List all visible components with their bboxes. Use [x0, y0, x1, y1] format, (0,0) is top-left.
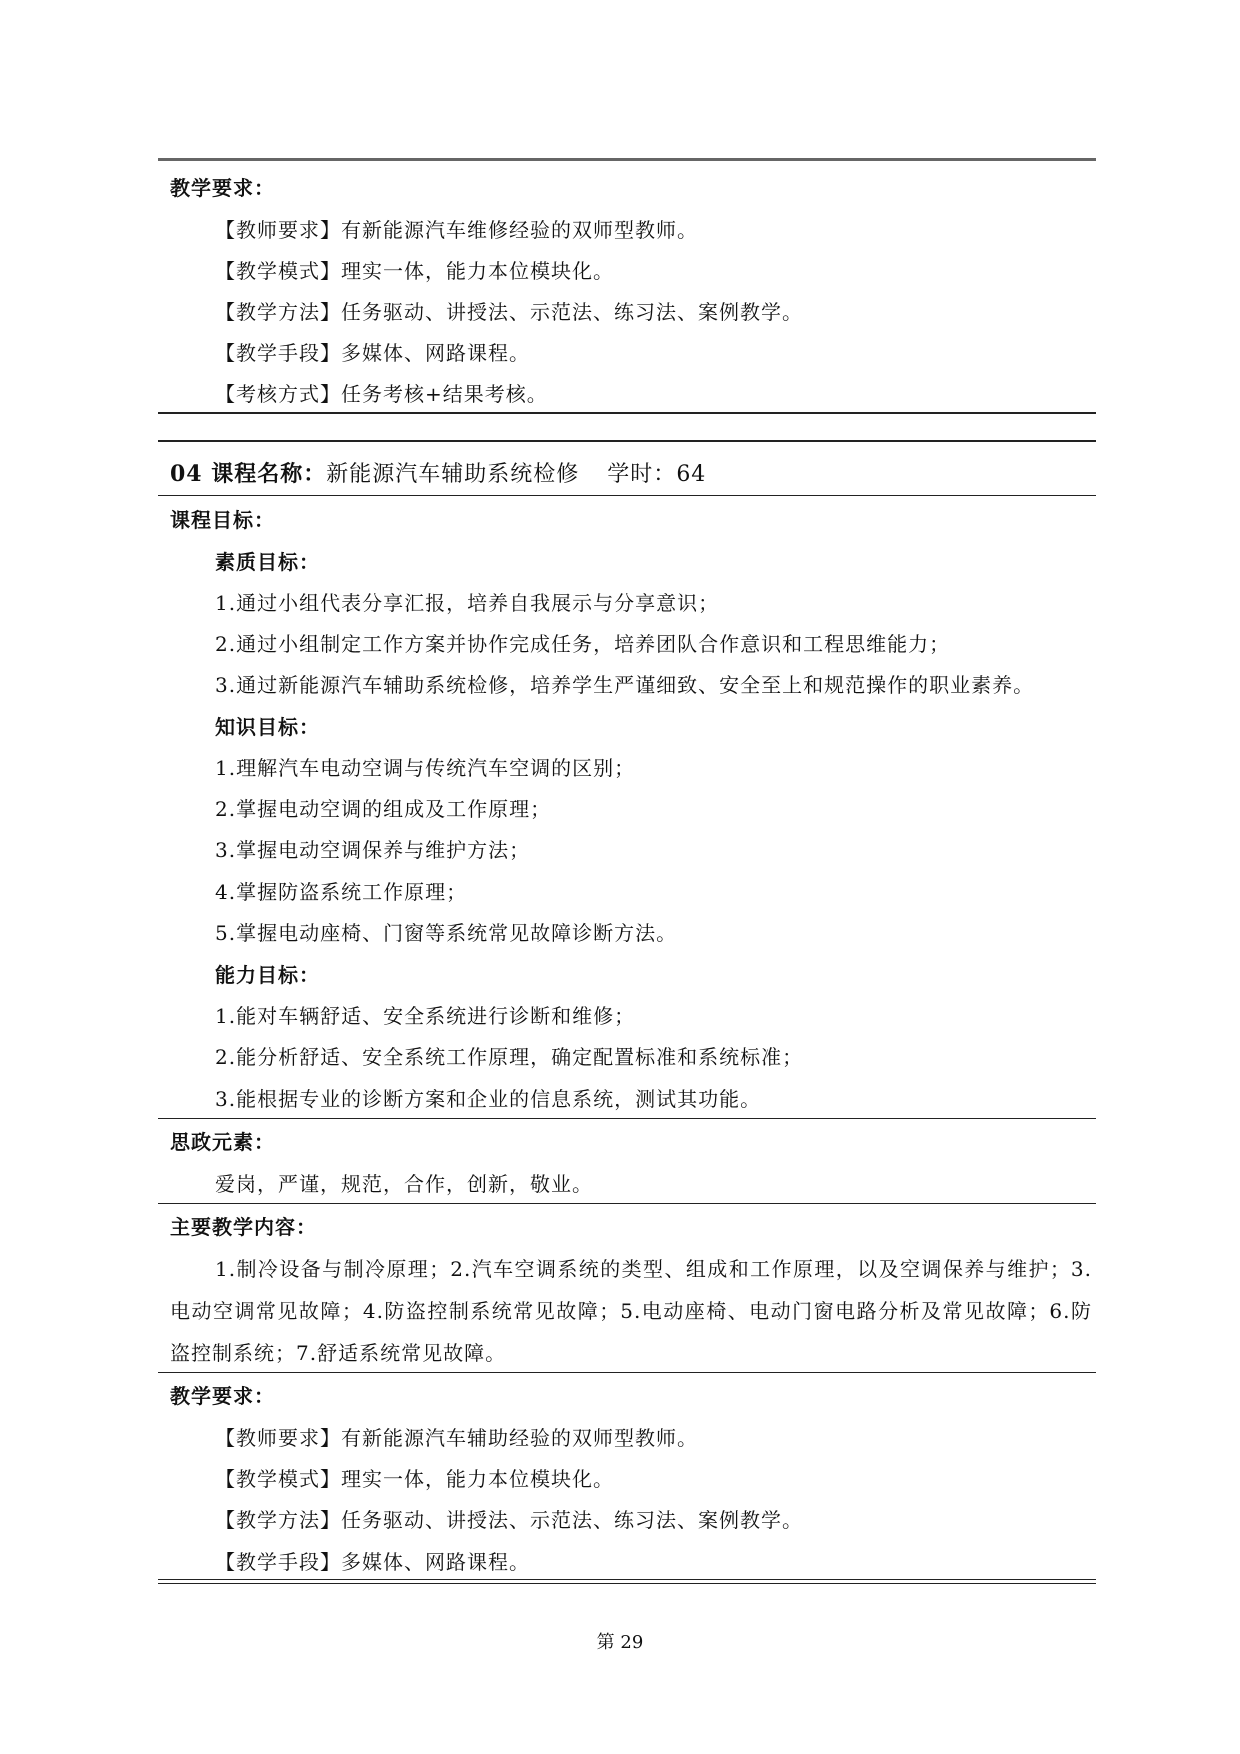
- course-hours: 64: [676, 462, 707, 487]
- course-hours-label: 学时：: [607, 462, 677, 487]
- ability-item: 2.能分析舒适、安全系统工作原理，确定配置标准和系统标准；: [215, 1045, 804, 1069]
- content-rule: [158, 1372, 1096, 1373]
- title-rule: [158, 495, 1096, 496]
- knowledge-item: 1.理解汽车电动空调与传统汽车空调的区别；: [215, 756, 636, 780]
- course-title: [170, 461, 706, 488]
- prev-teaching-req-heading: 教学要求：: [170, 176, 275, 200]
- prev-req-item: 【教学手段】多媒体、网路课程。: [215, 341, 530, 365]
- bottom-rule-2: [158, 1583, 1096, 1584]
- ability-item: 1.能对车辆舒适、安全系统进行诊断和维修；: [215, 1004, 636, 1028]
- ideology-heading: 思政元素：: [170, 1130, 275, 1154]
- teaching-req-heading: 教学要求：: [170, 1384, 275, 1408]
- objectives-heading: 课程目标：: [170, 508, 275, 532]
- quality-item: 3.通过新能源汽车辅助系统检修，培养学生严谨细致、安全至上和规范操作的职业素养。: [215, 673, 1035, 697]
- knowledge-item: 3.掌握电动空调保养与维护方法；: [215, 838, 531, 862]
- knowledge-item: 5.掌握电动座椅、门窗等系统常见故障诊断方法。: [215, 921, 678, 945]
- quality-heading: 素质目标：: [215, 550, 320, 574]
- section-start-rule: [158, 440, 1096, 442]
- knowledge-item: 4.掌握防盗系统工作原理；: [215, 880, 468, 904]
- ideology-text: 爱岗，严谨，规范，合作，创新，敬业。: [215, 1172, 593, 1196]
- content-paragraph: 1.制冷设备与制冷原理；2.汽车空调系统的类型、组成和工作原理，以及空调保养与维护；3.电动空调常见故障；4.防盗控制系统常见故障；5.电动座椅、电动门窗电路分析及常见故障；6.防盗控制系统；7.舒适系统常见故障。: [170, 1257, 1092, 1365]
- course-name: 新能源汽车辅助系统检修: [326, 462, 580, 487]
- prev-req-item: 【教师要求】有新能源汽车维修经验的双师型教师。: [215, 218, 698, 242]
- objectives-rule: [158, 1118, 1096, 1119]
- ability-heading: 能力目标：: [215, 963, 320, 987]
- prev-req-item: 【教学模式】理实一体，能力本位模块化。: [215, 259, 614, 283]
- ability-item: 3.能根据专业的诊断方案和企业的信息系统，测试其功能。: [215, 1087, 762, 1111]
- teaching-req-item: 【教学手段】多媒体、网路课程。: [215, 1550, 530, 1574]
- top-rule: [158, 158, 1096, 161]
- quality-item: 2.通过小组制定工作方案并协作完成任务，培养团队合作意识和工程思维能力；: [215, 632, 951, 656]
- teaching-req-item: 【教师要求】有新能源汽车辅助经验的双师型教师。: [215, 1426, 698, 1450]
- content-heading: 主要教学内容：: [170, 1215, 317, 1239]
- prev-req-item: 【考核方式】任务考核+结果考核。: [215, 382, 548, 406]
- bottom-rule-1: [158, 1579, 1096, 1580]
- section-end-rule: [158, 412, 1096, 414]
- prev-req-item: 【教学方法】任务驱动、讲授法、示范法、练习法、案例教学。: [215, 300, 803, 324]
- course-number-label: 04 课程名称：: [170, 461, 327, 487]
- knowledge-item: 2.掌握电动空调的组成及工作原理；: [215, 797, 552, 821]
- teaching-req-item: 【教学方法】任务驱动、讲授法、示范法、练习法、案例教学。: [215, 1508, 803, 1532]
- teaching-req-item: 【教学模式】理实一体，能力本位模块化。: [215, 1467, 614, 1491]
- ideology-rule: [158, 1203, 1096, 1204]
- quality-item: 1.通过小组代表分享汇报，培养自我展示与分享意识；: [215, 591, 720, 615]
- page-number: 第 29: [596, 1632, 644, 1653]
- knowledge-heading: 知识目标：: [215, 715, 320, 739]
